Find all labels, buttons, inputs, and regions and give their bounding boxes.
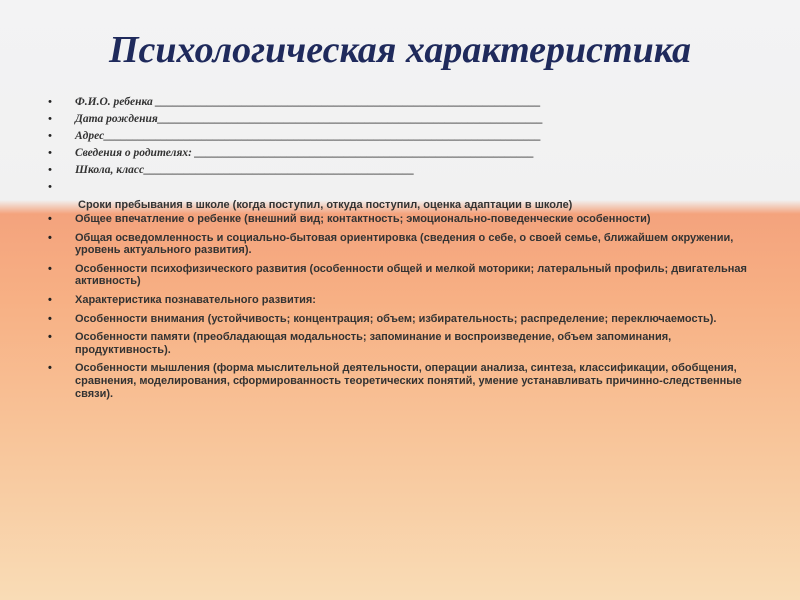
content-item [48, 313, 748, 326]
content-item [48, 294, 748, 307]
content-item [48, 213, 748, 226]
bullet-icon: • [48, 362, 52, 375]
content-item [48, 331, 748, 356]
bullet-icon: • [48, 147, 52, 159]
form-field-label: Ф.И.О. ребенка ___________________________________________________________________ [75, 96, 541, 108]
bullet-list [48, 94, 748, 406]
bullet-icon: • [48, 96, 52, 108]
content-item-text: Особенности психофизического развития (особенности общей и мелкой моторики; латеральный профиль; двигательная активность) [75, 262, 747, 288]
bullet-icon: • [48, 331, 52, 344]
form-field-address [48, 128, 748, 145]
form-field-label: Сведения о родителях: ___________________________________________________________ [75, 147, 535, 159]
form-field-school [48, 162, 748, 179]
form-field-label: Школа, класс_______________________________________________ [75, 164, 415, 176]
slide-title: Психологическая характеристика [108, 29, 692, 71]
form-field-birthdate [48, 111, 748, 128]
content-item-text: Особенности мышления (форма мыслительной деятельности, операции анализа, синтеза, классификации, обобщения, сравнения, моделирования, сформированность теоретических понятий, умение устанавливать причинно-следственные связи). [75, 362, 742, 400]
bullet-icon: • [48, 164, 52, 176]
section-heading: Сроки пребывания в школе (когда поступил, откуда поступил, оценка адаптации в школе) [78, 199, 573, 211]
form-field-label: Дата рождения___________________________________________________________________ [75, 113, 544, 125]
content-item-text: Общее впечатление о ребенке (внешний вид; контактность; эмоционально-поведенческие особенности) [75, 213, 651, 225]
content-item [48, 263, 748, 288]
form-field-name [48, 94, 748, 111]
bullet-icon: • [48, 113, 52, 125]
bullet-icon: • [48, 231, 52, 244]
bullet-icon: • [48, 130, 52, 142]
bullet-icon: • [48, 293, 52, 306]
form-field-parents [48, 145, 748, 162]
form-field-label: Адрес____________________________________________________________________________ [75, 130, 542, 142]
content-item-text: Особенности внимания (устойчивость; концентрация; объем; избирательность; распределение; переключаемость). [75, 312, 717, 325]
content-item-text: Характеристика познавательного развития: [75, 293, 316, 306]
bullet-icon: • [48, 213, 52, 225]
content-item [48, 232, 748, 257]
content-item-text: Общая осведомленность и социально-бытовая ориентировка (сведения о себе, о своей семье, ближайшем окружении, уровень актуального развития). [75, 231, 734, 257]
empty-bullet-item [48, 179, 748, 196]
content-item [48, 362, 748, 400]
bullet-icon: • [48, 312, 52, 325]
bullet-icon: • [48, 181, 52, 193]
bullet-icon: • [48, 262, 52, 275]
content-item-text: Особенности памяти (преобладающая модальность; запоминание и воспроизведение, объем запоминания, продуктивность). [75, 331, 672, 356]
